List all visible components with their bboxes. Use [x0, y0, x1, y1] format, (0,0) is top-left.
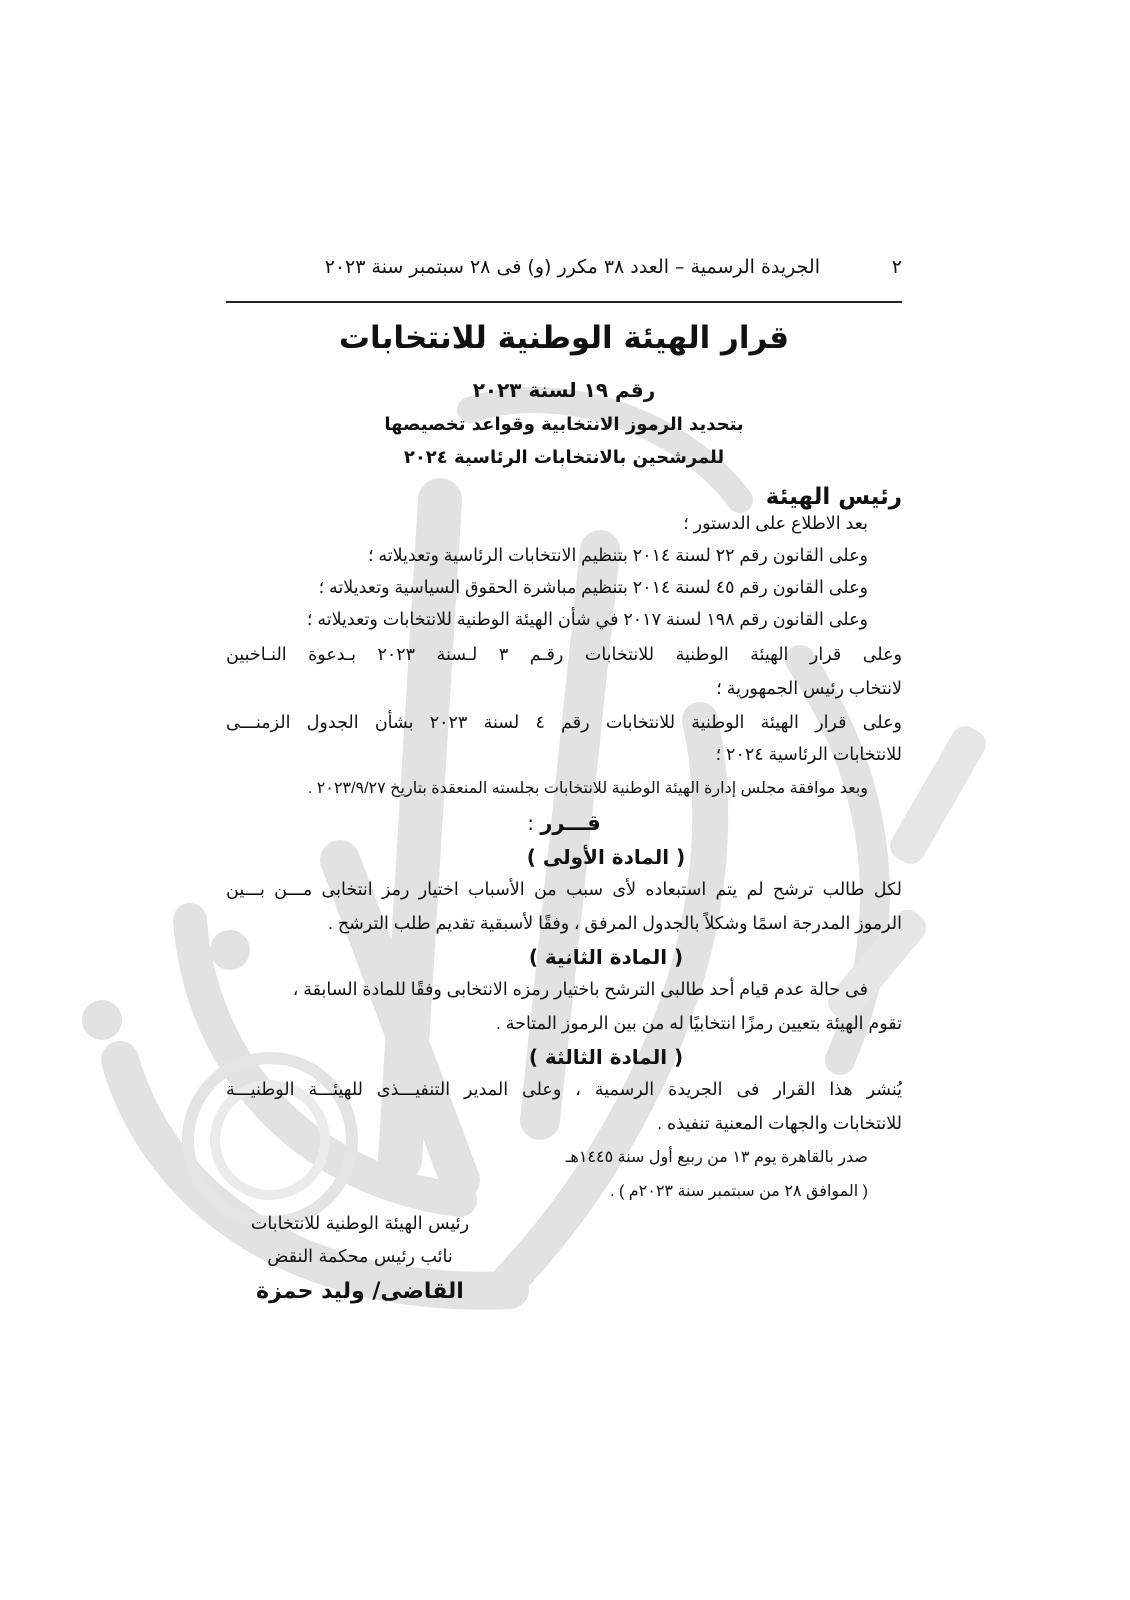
decision-title: قرار الهيئة الوطنية للانتخابات: [338, 320, 790, 356]
article-3-heading: ( المادة الثالثة ): [528, 1045, 684, 1069]
preamble-line-5b: لانتخاب رئيس الجمهورية ؛: [716, 678, 902, 698]
issued-gregorian-date: ( الموافق ٢٨ من سبتمبر سنة ٢٠٢٣م ) .: [610, 1183, 868, 1200]
issuer-heading: رئيس الهيئة: [765, 484, 902, 510]
article-2-line-2: تقوم الهيئة بتعيين رمزًا انتخابيًا له من بين الرموز المتاحة .: [496, 1013, 902, 1033]
article-2-heading: ( المادة الثانية ): [528, 945, 684, 969]
preamble-line-6a: وعلى قرار الهيئة الوطنية للانتخابات رقم ٤ لسنة ٢٠٢٣ بشأن الجدول الزمنـــى: [226, 712, 902, 732]
preamble-line-7: وبعد موافقة مجلس إدارة الهيئة الوطنية للانتخابات بجلسته المنعقدة بتاريخ ٢٠٢٣/٩/٢٧ .: [307, 780, 868, 797]
signatory-title: نائب رئيس محكمة النقض: [267, 1247, 453, 1267]
article-2-line-1: فى حالة عدم قيام أحد طالبى الترشح باختيار رمزه الانتخابى وفقًا للمادة السابقة ،: [292, 979, 868, 999]
page-number: ٢: [891, 256, 902, 278]
preamble-line-1: بعد الاطلاع على الدستور ؛: [683, 513, 868, 533]
page-header: [226, 252, 902, 292]
decided-colon: :: [527, 811, 541, 835]
header-rule: [226, 301, 902, 303]
running-title: الجريدة الرسمية – العدد ٣٨ مكرر (و) فى ٢٨ سبتمبر سنة ٢٠٢٣: [324, 256, 820, 278]
article-1-line-1: لكل طالب ترشح لم يتم استبعاده لأى سبب من الأسباب اختيار رمز انتخابى مـــن بـــين: [226, 879, 902, 899]
decision-subject-line-2: للمرشحين بالانتخابات الرئاسية ٢٠٢٤: [403, 447, 725, 468]
decision-subject-line-1: بتحديد الرموز الانتخابية وقواعد تخصيصها: [384, 414, 744, 435]
preamble-line-5a: وعلى قرار الهيئة الوطنية للانتخابات رقـم ٣ لـسنة ٢٠٢٣ بـدعوة النـاخبين: [226, 644, 902, 664]
preamble-line-3: وعلى القانون رقم ٤٥ لسنة ٢٠١٤ بتنظيم مباشرة الحقوق السياسية وتعديلاته ؛: [318, 577, 868, 597]
article-3-line-1: يُنشر هذا القرار فى الجريدة الرسمية ، وعلى المدير التنفيـــذى للهيئـــة الوطنيـــة: [226, 1079, 902, 1099]
preamble-line-4: وعلى القانون رقم ١٩٨ لسنة ٢٠١٧ في شأن الهيئة الوطنية للانتخابات وتعديلاته ؛: [306, 609, 868, 629]
article-1-line-2: الرموز المدرجة اسمًا وشكلاً بالجدول المرفق ، وفقًا لأسبقية تقديم طلب الترشح .: [328, 913, 902, 933]
signatory-name: القاضى/ وليد حمزة: [256, 1279, 464, 1304]
decision-number: رقم ١٩ لسنة ٢٠٢٣: [472, 378, 656, 402]
decided-word: قـــرر: [540, 811, 601, 835]
preamble-line-2: وعلى القانون رقم ٢٢ لسنة ٢٠١٤ بتنظيم الانتخابات الرئاسية وتعديلاته ؛: [367, 545, 868, 565]
article-1-heading: ( المادة الأولى ): [526, 845, 686, 869]
decided-heading: [226, 811, 902, 835]
signatory-position: رئيس الهيئة الوطنية للانتخابات: [250, 1214, 470, 1234]
preamble-line-6b: للانتخابات الرئاسية ٢٠٢٤ ؛: [715, 744, 902, 764]
issued-hijri-date: صدر بالقاهرة يوم ١٣ من ربيع أول سنة ١٤٤٥هـ: [565, 1149, 868, 1166]
article-3-line-2: للانتخابات والجهات المعنية تنفيذه .: [657, 1113, 902, 1133]
